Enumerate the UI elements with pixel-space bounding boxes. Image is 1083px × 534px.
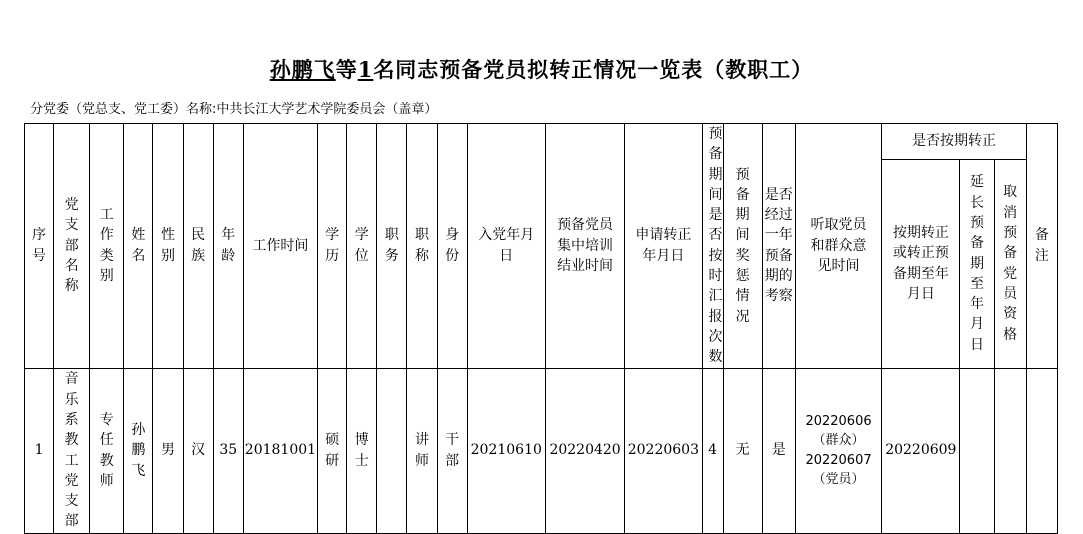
cell-title: 讲师 [407,368,437,533]
page-title [0,54,1083,84]
cell-opinion-time [795,368,881,533]
header-identity: 身份 [437,124,467,369]
committee-name: 分党委（党总支、党工委）名称:中共长江大学艺术学院委员会（盖章） [30,102,438,117]
cell-identity: 干部 [437,368,467,533]
cell-gender: 男 [153,368,183,533]
cell-apply-date: 20220603 [625,368,702,533]
candidate-table [24,123,1058,534]
header-degree: 学位 [347,124,377,369]
header-age: 年龄 [213,124,243,369]
cell-education: 硕研 [318,368,347,533]
title-part1: 等 [335,57,358,82]
header-work-time: 工作时间 [243,124,317,369]
cell-branch: 音乐系教工党支部 [54,368,90,533]
header-gender: 性别 [153,124,183,369]
cell-work-time: 20181001 [243,368,317,533]
cell-rewards: 无 [723,368,762,533]
cell-seq: 1 [25,368,54,533]
title-part2: 名同志预备党员拟转正情况一览表（教职工） [373,57,814,82]
cell-remarks [1026,368,1057,533]
cell-join-date: 20210610 [467,368,545,533]
header-branch: 党支部名称 [54,124,90,369]
cell-work-type: 专任教师 [90,368,124,533]
header-ethnicity: 民族 [183,124,213,369]
cell-extend [960,368,994,533]
header-rewards: 预备期间奖惩情况 [723,124,762,369]
cell-on-time-date: 20220609 [882,368,960,533]
header-education: 学历 [318,124,347,369]
title-name: 孙鹏飞 [269,57,336,82]
header-title: 职称 [407,124,437,369]
header-report-count: 预备期间是否按时汇报次数 [702,124,723,369]
cell-degree: 博士 [347,368,377,533]
header-work-type: 工作类别 [90,124,124,369]
header-seq: 序号 [25,124,54,369]
cell-age: 35 [213,368,243,533]
header-join-date: 入党年月日 [467,124,545,369]
header-on-time-group: 是否按期转正 [882,124,1027,160]
header-apply-date: 申请转正年月日 [625,124,702,369]
header-opinion-time: 听取党员和群众意见时间 [795,124,881,369]
opinion-date-members: 20220607 [805,452,872,468]
title-count: 1 [357,57,374,82]
header-annual-review: 是否经过一年预备期的考察 [762,124,795,369]
opinion-note-members: （党员） [812,472,865,488]
header-on-time-date: 按期转正或转正预备期至年月日 [882,159,960,368]
table-row [25,368,1058,533]
cell-position [377,368,407,533]
header-position: 职务 [377,124,407,369]
opinion-date-public: 20220606 [805,413,872,429]
cell-ethnicity: 汉 [183,368,213,533]
header-training-end: 预备党员集中培训结业时间 [545,124,624,369]
header-cancel: 取消预备党员资格 [994,159,1026,368]
header-remarks: 备注 [1026,124,1057,369]
cell-report-count: 4 [702,368,723,533]
cell-name: 孙鹏飞 [124,368,153,533]
cell-cancel [994,368,1026,533]
cell-training-end: 20220420 [545,368,624,533]
header-name: 姓名 [124,124,153,369]
opinion-note-public: （群众） [812,433,865,449]
cell-annual-review: 是 [762,368,795,533]
header-extend: 延长预备期至年月日 [960,159,994,368]
